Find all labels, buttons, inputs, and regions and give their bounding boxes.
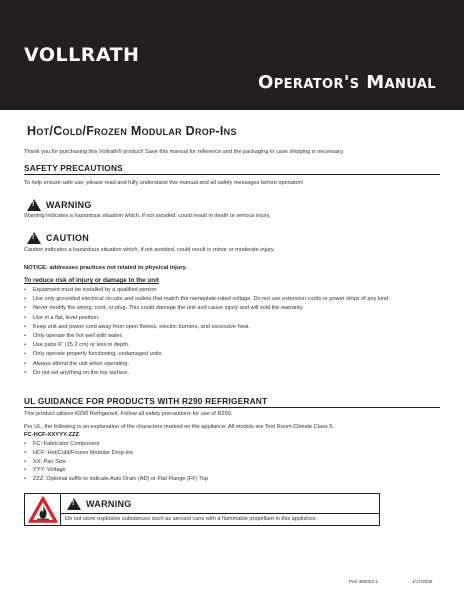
flammable-warning-content [61,494,379,525]
list-item: • Never modify the wiring, cord, or plug. This could damage the unit and cause injury and will void the warranty. [24,304,390,313]
ul-explanation: Per UL, the following is an explanation of the characters marked on the appliance. All models are Test Room Climate Class 5. [24,424,334,430]
list-item: • Use pans 6" (15.2 cm) or less in depth. [24,341,390,350]
exclamation-triangle-icon: ! [67,498,81,510]
list-item: • YYY: Voltage [24,466,208,475]
flammable-warning-box [24,493,380,526]
flammable-warning-label: WARNING [86,498,132,509]
warning-description: Warning indicates a hazardous situation which, if not avoided, could result in death or serious injury. [24,213,271,219]
flammable-warning-header [61,494,379,514]
flammable-icon-cell [25,494,61,525]
ul-rule [24,407,440,408]
safety-bullet-list [24,286,390,378]
document-title: Hot/Cold/Frozen Modular Drop-Ins [27,124,237,138]
warning-label: WARNING [46,200,92,210]
header-banner [0,0,464,110]
notice-text: NOTICE: addresses practices not related to physical injury. [24,265,187,271]
flammable-warning-text: Do not store explosive substances such as aerosol cans with a flammable propellant in this appliance. [65,516,318,522]
list-item: • Only operate the hot well with water. [24,332,390,341]
list-item: • Use in a flat, level position. [24,314,390,323]
list-item: • Use only grounded electrical circuits and outlets that match the nameplate-rated voltage. Do not use extension cords or power strips of any kind. [24,295,390,304]
caution-description: Caution indicates a hazardous situation which, if not avoided, could result in minor or moderate injury. [24,247,275,253]
warning-signal [27,199,92,211]
ul-bullet-list [24,440,208,484]
list-item: • ZZZ: Optional suffix to indicate Auto Drain (AD) or Flat Flange (FF) Top [24,475,208,484]
model-code: FC-HCF-XXYYY-ZZZ [24,432,80,438]
list-item: • HCF: Hot/Cold/Frozen Modular Drop-Ins [24,449,208,458]
list-item: • Always attend the unit when operating. [24,360,390,369]
ul-intro: This product utilizes R290 Refrigerant. Follow all safety precautions for use of R290. [24,411,233,417]
exclamation-triangle-icon: ! [27,199,41,211]
list-item: • FC: Fabricator Component [24,440,208,449]
list-item: • Keep unit and power cord away from open flames, electric burners, and excessive heat. [24,323,390,332]
thanks-text: Thank you for purchasing this Vollrath® product! Save this manual for reference and the packaging in case shipping is necessary. [24,149,344,155]
reduce-risk-heading: To reduce risk of injury or damage to the unit [24,277,159,284]
manual-title: Operator's Manual [258,72,436,93]
publish-date: 1/17/2025 [412,579,433,584]
safety-intro: To help ensure safe use, please read and fully understand this manual and all safety messages before operation! [24,180,304,186]
caution-signal [27,232,89,244]
list-item: • XX: Pan Size [24,458,208,467]
list-item: • Do not set anything on the top surface. [24,369,390,378]
safety-heading: SAFETY PRECAUTIONS [24,163,123,173]
caution-label: CAUTION [46,233,90,243]
brand-logo: VOLLRATH [24,44,140,66]
safety-rule [24,174,440,175]
ul-heading: UL GUIDANCE FOR PRODUCTS WITH R290 REFRIGERANT [24,396,268,406]
part-number: Part 350022-1 [349,579,379,584]
flammable-hazard-icon [28,496,58,523]
exclamation-triangle-icon: ! [27,232,41,244]
list-item: • Equipment must be installed by a qualified person [24,286,390,295]
list-item: • Only operate properly functioning, undamaged units. [24,350,390,359]
